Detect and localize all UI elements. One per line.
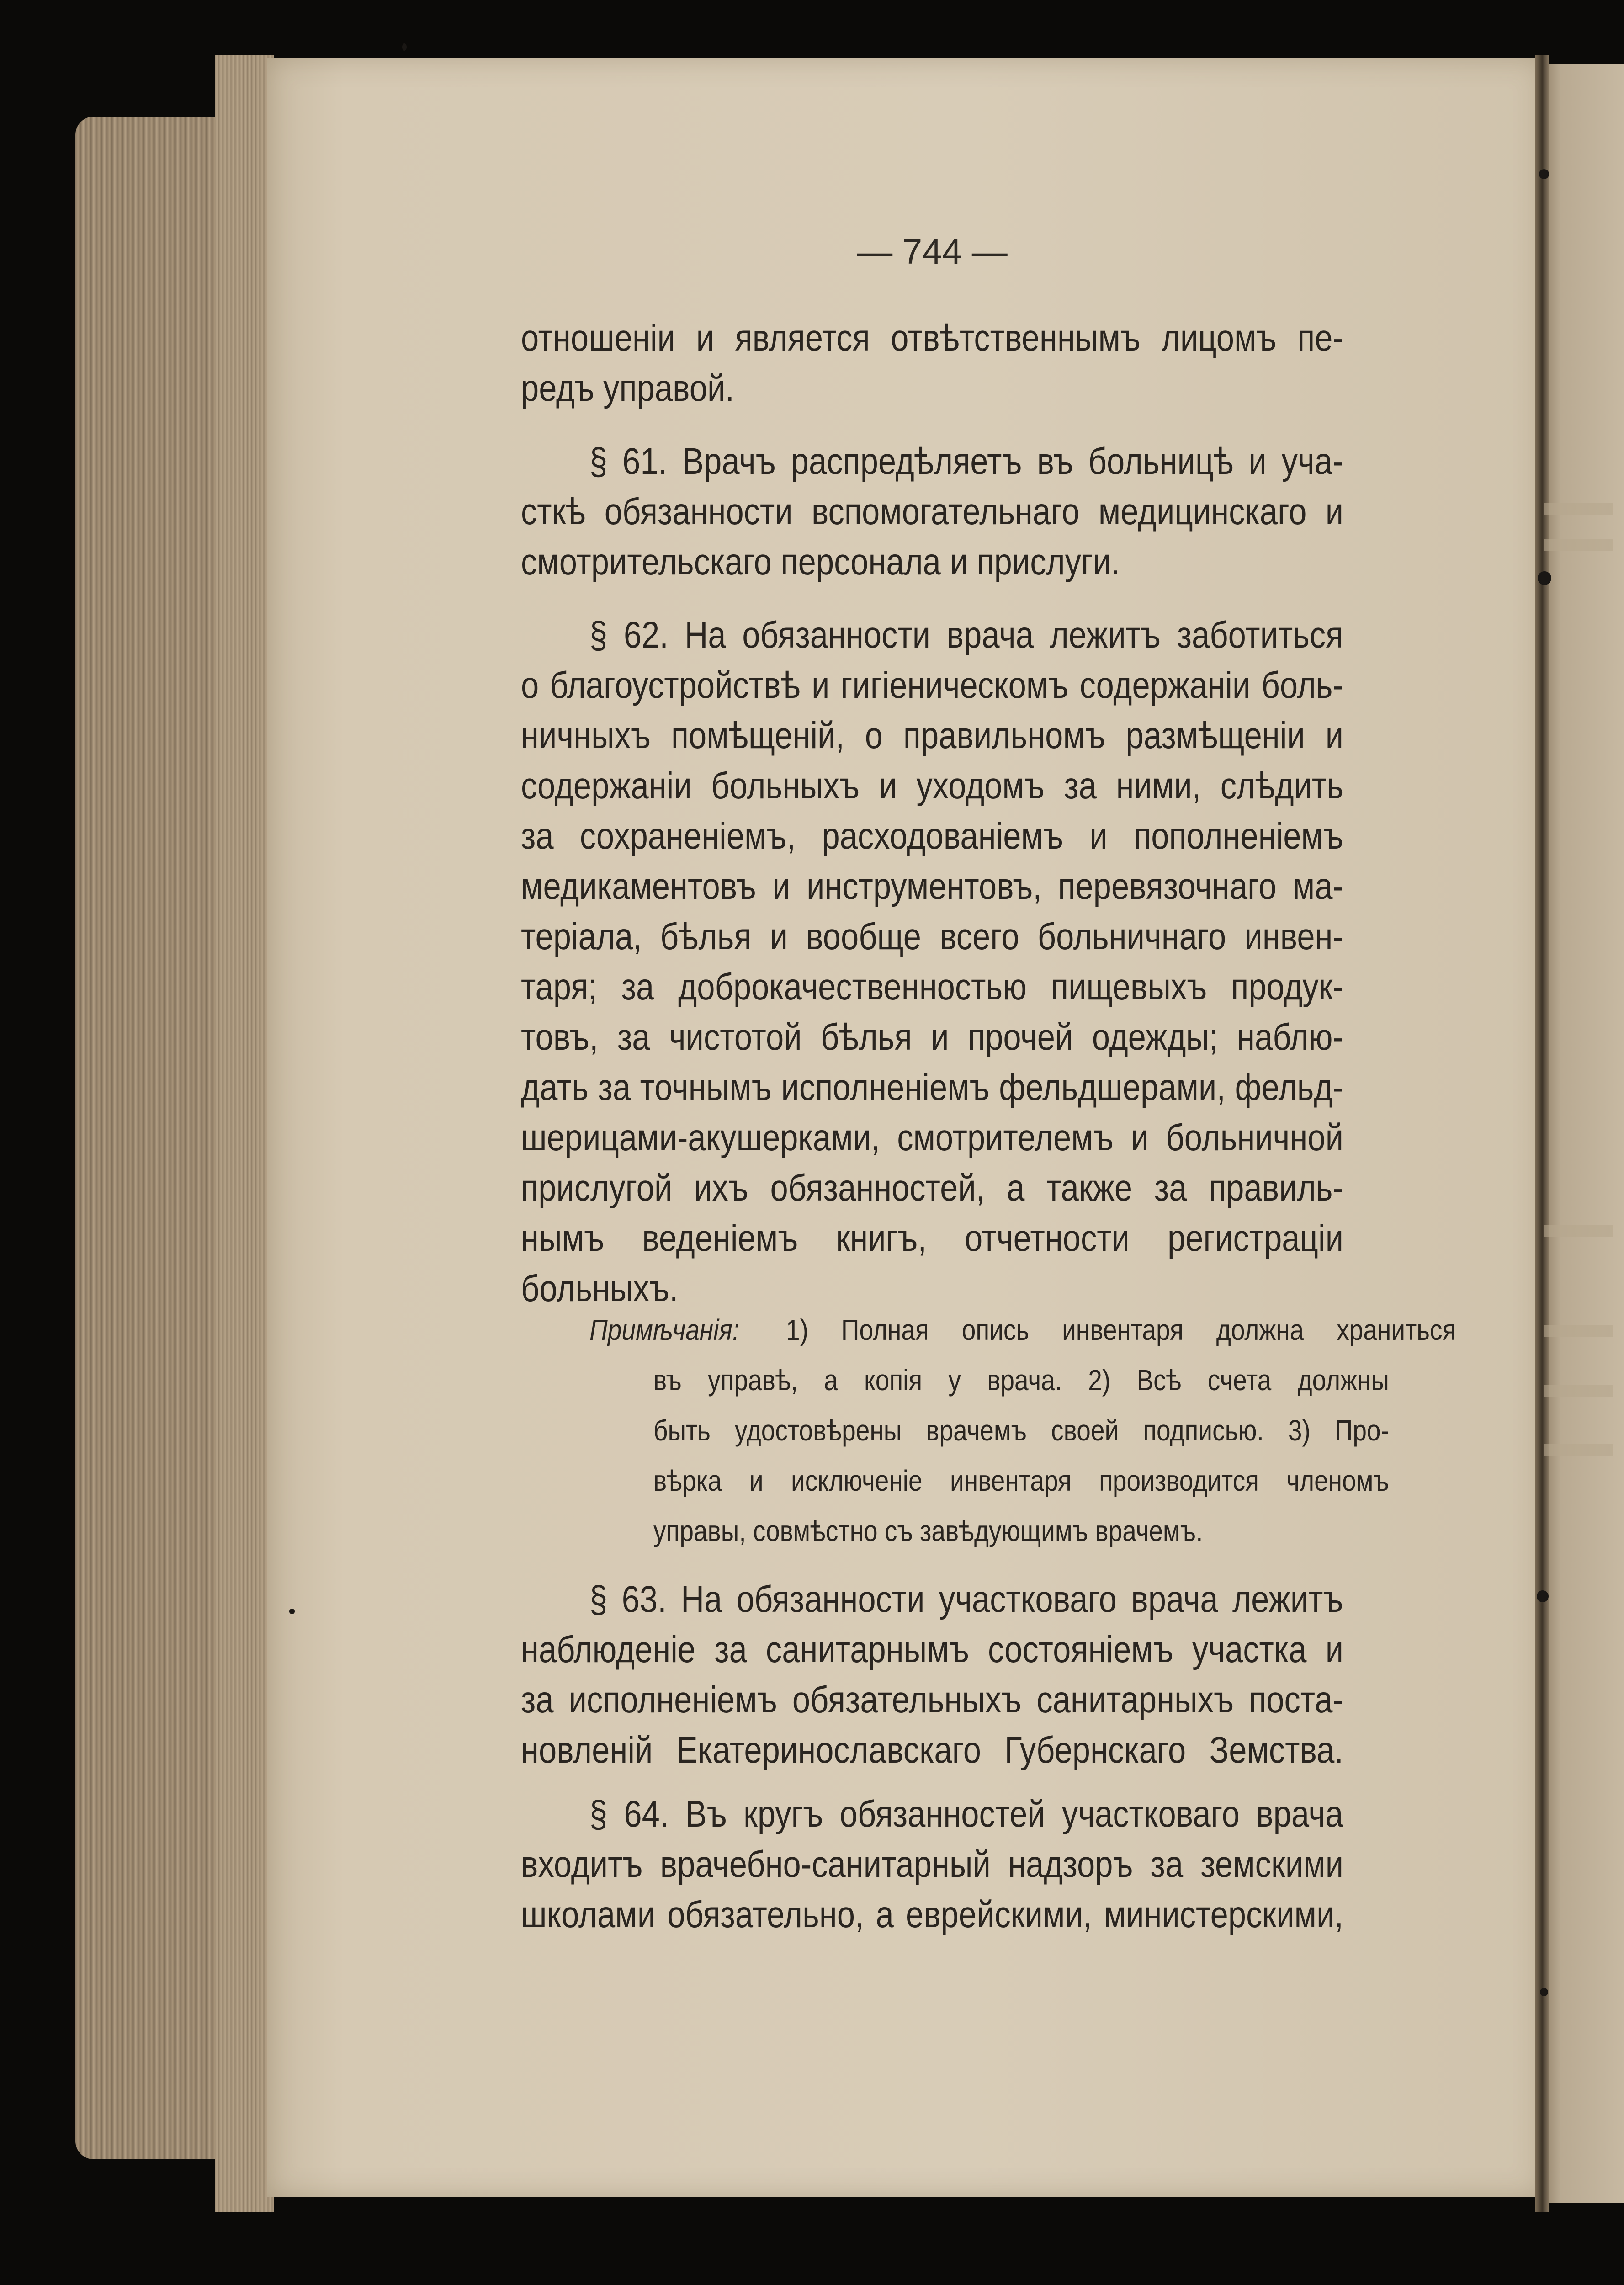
- facing-page-edge: [1540, 64, 1624, 2203]
- paragraph-62-line: товъ, за чистотой бѣлья и прочей одежды; наблю-: [521, 1016, 1343, 1058]
- ink-speck: [1539, 169, 1549, 179]
- show-through-mark: [1544, 1385, 1613, 1397]
- paragraph-62-line: шерицами-акушерками, смотрителемъ и больничной: [521, 1117, 1343, 1158]
- show-through-mark: [1544, 1225, 1613, 1237]
- note-line: вѣрка и исключенiе инвентаря производится членомъ: [653, 1464, 1389, 1497]
- ink-speck: [1537, 1590, 1549, 1602]
- paragraph-61-line: § 61. Врачъ распредѣляетъ въ больницѣ и уча-: [589, 441, 1343, 482]
- page-block-fore-edge: [215, 55, 274, 2212]
- show-through-mark: [1544, 539, 1613, 551]
- show-through-mark: [1544, 503, 1613, 515]
- paragraph-64-line: § 64. Въ кругъ обязанностей участковаго врача: [589, 1793, 1343, 1835]
- note-line: управы, совмѣстно съ завѣдующимъ врачемъ.: [653, 1514, 1203, 1547]
- text-line: редъ управой.: [521, 367, 734, 409]
- gutter-shadow: [1535, 55, 1549, 2212]
- paragraph-63-line: наблюденiе за санитарнымъ состоянiемъ участка и: [521, 1629, 1343, 1670]
- paragraph-63-line: новленiй Екатеринославскаго Губернскаго Земства.: [521, 1729, 1343, 1771]
- paragraph-62-line: больныхъ.: [521, 1268, 679, 1309]
- paragraph-62-line: таря; за доброкачественностью пищевыхъ продук-: [521, 966, 1343, 1008]
- page-body-text: [521, 0, 1456, 2285]
- ink-speck: [1540, 1988, 1548, 1996]
- paragraph-62-line: нымъ веденiемъ книгъ, отчетности регистрацiи: [521, 1217, 1343, 1259]
- text-line: отношенiи и является отвѣтственнымъ лицомъ пе-: [521, 317, 1343, 359]
- paragraph-62-line: терiала, бѣлья и вообще всего больничнаго инвен-: [521, 916, 1343, 957]
- paragraph-61-line: сткѣ обязанности вспомогательнаго медицинскаго и: [521, 491, 1343, 532]
- paragraph-61-line: смотрительскаго персонала и прислуги.: [521, 541, 1120, 583]
- paragraph-62-line: о благоустройствѣ и гигiеническомъ содержанiи боль-: [521, 664, 1343, 706]
- show-through-mark: [1544, 1444, 1613, 1456]
- note-line: 1) Полная опись инвентаря должна храниться: [786, 1313, 1456, 1346]
- note-line: въ управѣ, а копiя у врача. 2) Всѣ счета должны: [653, 1364, 1389, 1397]
- ink-speck: [402, 43, 407, 51]
- paragraph-63-line: § 63. На обязанности участковаго врача лежитъ: [589, 1578, 1343, 1620]
- paragraph-62-line: дать за точнымъ исполненiемъ фельдшерами, фельд-: [521, 1067, 1343, 1108]
- note-line: быть удостовѣрены врачемъ своей подписью. 3) Про-: [653, 1414, 1389, 1447]
- paragraph-62-line: медикаментовъ и инструментовъ, перевязочнаго ма-: [521, 866, 1343, 907]
- paragraph-62-line: за сохраненiемъ, расходованiемъ и пополненiемъ: [521, 815, 1343, 857]
- paragraph-63-line: за исполненiемъ обязательныхъ санитарныхъ поста-: [521, 1679, 1343, 1721]
- page-number: — 744 —: [857, 231, 1008, 271]
- ink-speck: [1538, 571, 1551, 585]
- paragraph-62-line: содержанiи больныхъ и уходомъ за ними, слѣдить: [521, 765, 1343, 807]
- paragraph-62-line: прислугой ихъ обязанностей, а также за правиль-: [521, 1167, 1343, 1209]
- paragraph-64-line: школами обязательно, а еврейскими, министерскими,: [521, 1894, 1343, 1935]
- note-heading: Примѣчанiя:: [589, 1313, 740, 1346]
- paragraph-64-line: входитъ врачебно-санитарный надзоръ за земскими: [521, 1844, 1343, 1885]
- show-through-mark: [1544, 1325, 1613, 1337]
- paragraph-62-line: ничныхъ помѣщенiй, о правильномъ размѣщенiи и: [521, 715, 1343, 756]
- ink-speck: [289, 1609, 295, 1614]
- paragraph-62-line: § 62. На обязанности врача лежитъ заботиться: [589, 614, 1343, 656]
